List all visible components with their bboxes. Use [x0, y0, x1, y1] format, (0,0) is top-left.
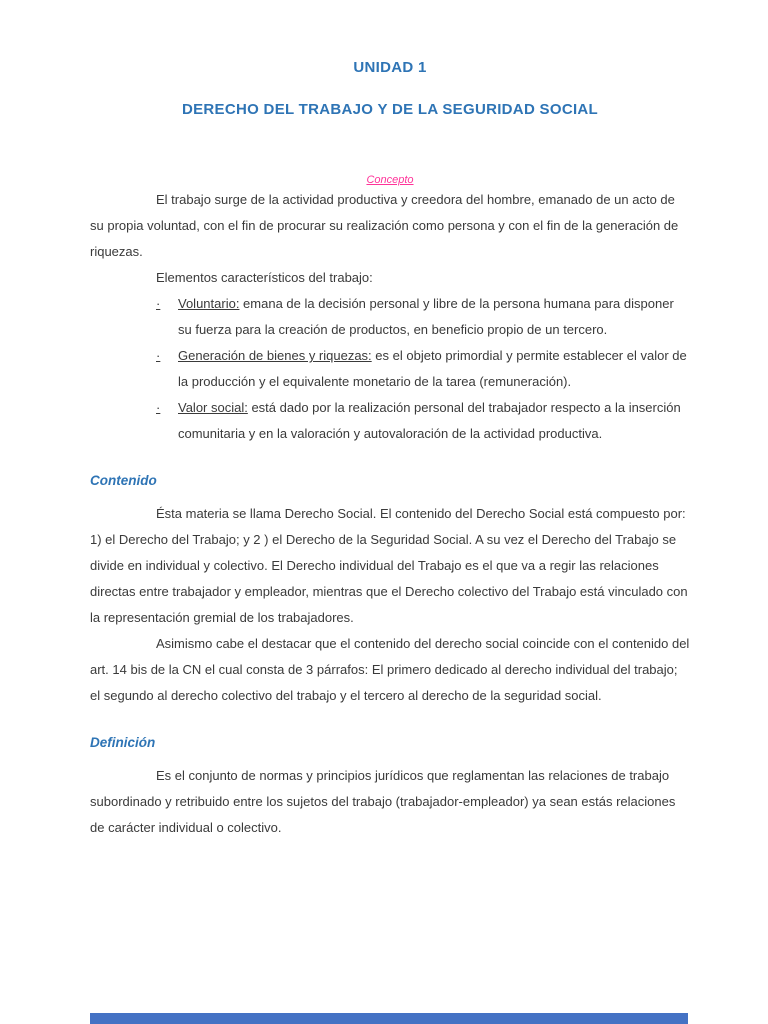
bullet-marker: · [156, 348, 161, 363]
bullet-term: Valor social: [178, 400, 248, 415]
bullet-term: Generación de bienes y riquezas: [178, 348, 372, 363]
list-item-generacion [90, 343, 690, 395]
contenido-paragraph-2: Asimismo cabe el destacar que el contenido del derecho social coincide con el contenido del art. 14 bis de la CN el cual consta de 3 párrafos: El primero dedicado al derecho individual del trabajo; el segundo al derecho colectivo del trabajo y el tercero al derecho de la seguridad social. [90, 636, 690, 703]
list-item-voluntario [90, 291, 690, 343]
characteristics-list [90, 291, 690, 447]
bullet-text: es el objeto primordial y permite establecer el valor de la producción y el equivalente monetario de la tarea (remuneración). [178, 348, 687, 389]
definicion-paragraph: Es el conjunto de normas y principios jurídicos que reglamentan las relaciones de trabajo subordinado y retribuido entre los sujetos del trabajo (trabajador-empleador) ya sean estás relaciones de carácter individual o colectivo. [90, 768, 676, 835]
document-title-unidad: UNIDAD 1 [353, 59, 427, 76]
intro-paragraph: El trabajo surge de la actividad productiva y creedora del hombre, emanado de un acto de su propia voluntad, con el fin de procurar su realización como persona y con el fin de la generación de riquezas. [90, 192, 679, 259]
bottom-blue-bar [90, 1013, 688, 1024]
bullet-term: Voluntario: [178, 296, 240, 311]
elementos-line: Elementos característicos del trabajo: [156, 270, 373, 285]
document-title-main: DERECHO DEL TRABAJO Y DE LA SEGURIDAD SOCIAL [181, 101, 599, 118]
list-item-valor-social [90, 395, 690, 447]
bullet-marker: · [156, 400, 161, 415]
bullet-text: emana de la decisión personal y libre de la persona humana para disponer su fuerza para la creación de productos, en beneficio propio de un tercero. [178, 296, 674, 337]
contenido-paragraph-1: Ésta materia se llama Derecho Social. El contenido del Derecho Social está compuesto por: 1) el Derecho del Trabajo; y 2 ) el Derecho de la Seguridad Social. A su vez el Derecho del Trabajo se divide en individual y colectivo. El Derecho individual del Trabajo es el que va a regir las relaciones directas entre trabajador y empleador, mientras que el Derecho colectivo del Trabajo está vinculado con la representación gremial de los trabajadores. [90, 506, 688, 625]
concepto-label: Concepto [366, 174, 414, 186]
bullet-text: está dado por la realización personal del trabajador respecto a la inserción comunitaria y en la valoración y autovaloración de la actividad productiva. [178, 400, 681, 441]
bullet-marker: · [156, 296, 161, 311]
section-heading-definicion: Definición [90, 735, 156, 750]
section-heading-contenido: Contenido [90, 473, 157, 488]
